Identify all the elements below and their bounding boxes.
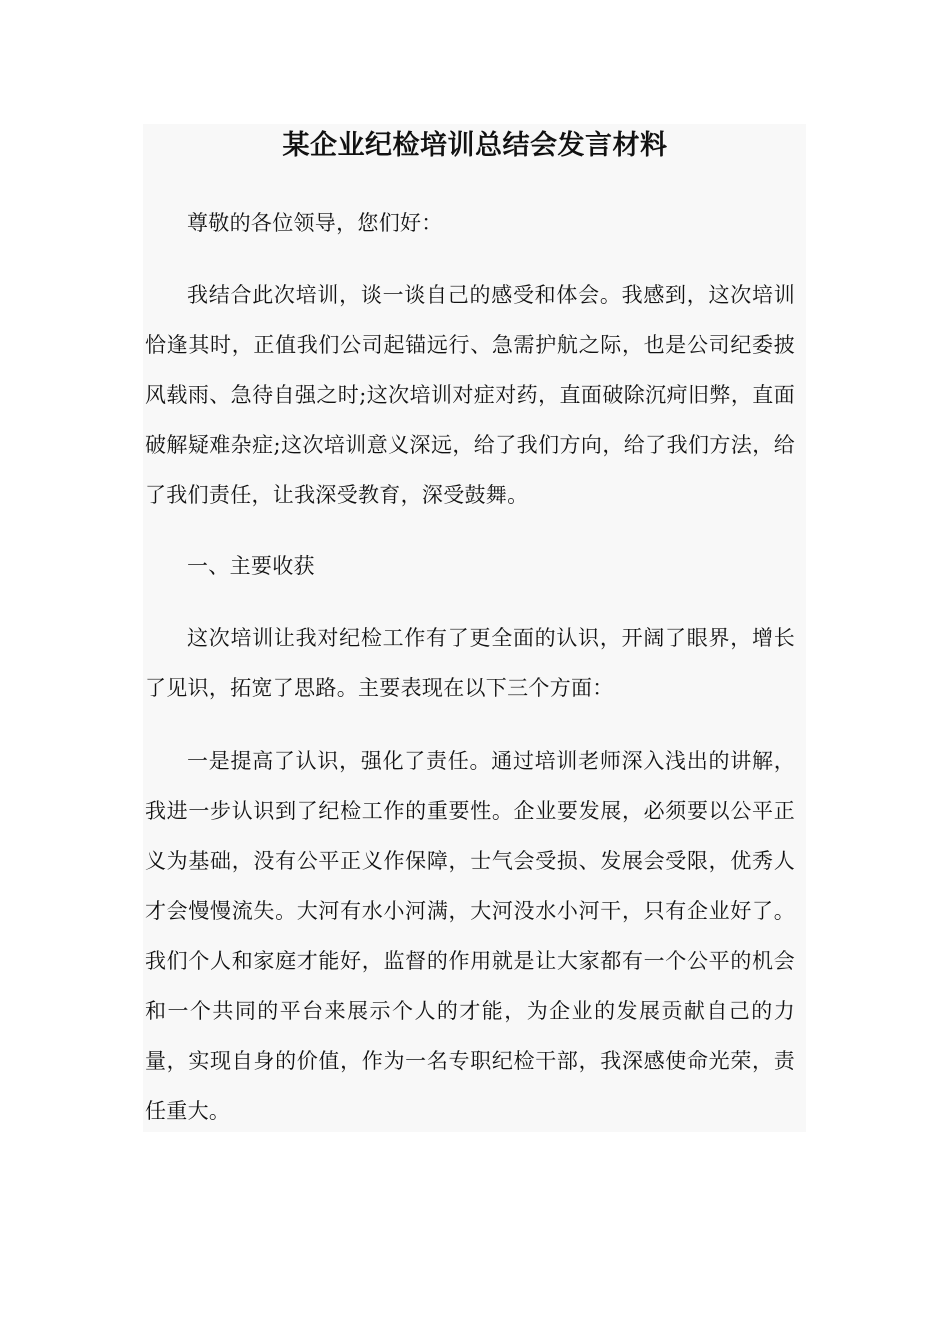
document-title: 某企业纪检培训总结会发言材料 (282, 130, 668, 161)
intro-paragraph: 我结合此次培训，谈一谈自己的感受和体会。我感到，这次培训恰逢其时，正值我们公司起锚远行、急需护航之际，也是公司纪委披风载雨、急待自强之时;这次培训对症对药，直面破除沉疴旧弊，直面破解疑难杂症;这次培训意义深远，给了我们方向，给了我们方法，给了我们责任，让我深受教育，深受鼓舞。 (145, 283, 795, 507)
greeting-paragraph: 尊敬的各位领导，您们好： (187, 211, 443, 235)
section-heading-main-gains: 一、主要收获 (187, 554, 315, 578)
gains-summary-paragraph: 这次培训让我对纪检工作有了更全面的认识，开阔了眼界，增长了见识，拓宽了思路。主要表现在以下三个方面： (145, 626, 795, 700)
point-one-paragraph: 一是提高了认识，强化了责任。通过培训老师深入浅出的讲解，我进一步认识到了纪检工作的重要性。企业要发展，必须要以公平正义为基础，没有公平正义作保障，士气会受损、发展会受限，优秀人才会慢慢流失。大河有水小河满，大河没水小河干，只有企业好了。我们个人和家庭才能好，监督的作用就是让大家都有一个公平的机会和一个共同的平台来展示个人的才能，为企业的发展贡献自己的力量，实现自身的价值，作为一名专职纪检干部，我深感使命光荣，责任重大。 (145, 749, 795, 1123)
